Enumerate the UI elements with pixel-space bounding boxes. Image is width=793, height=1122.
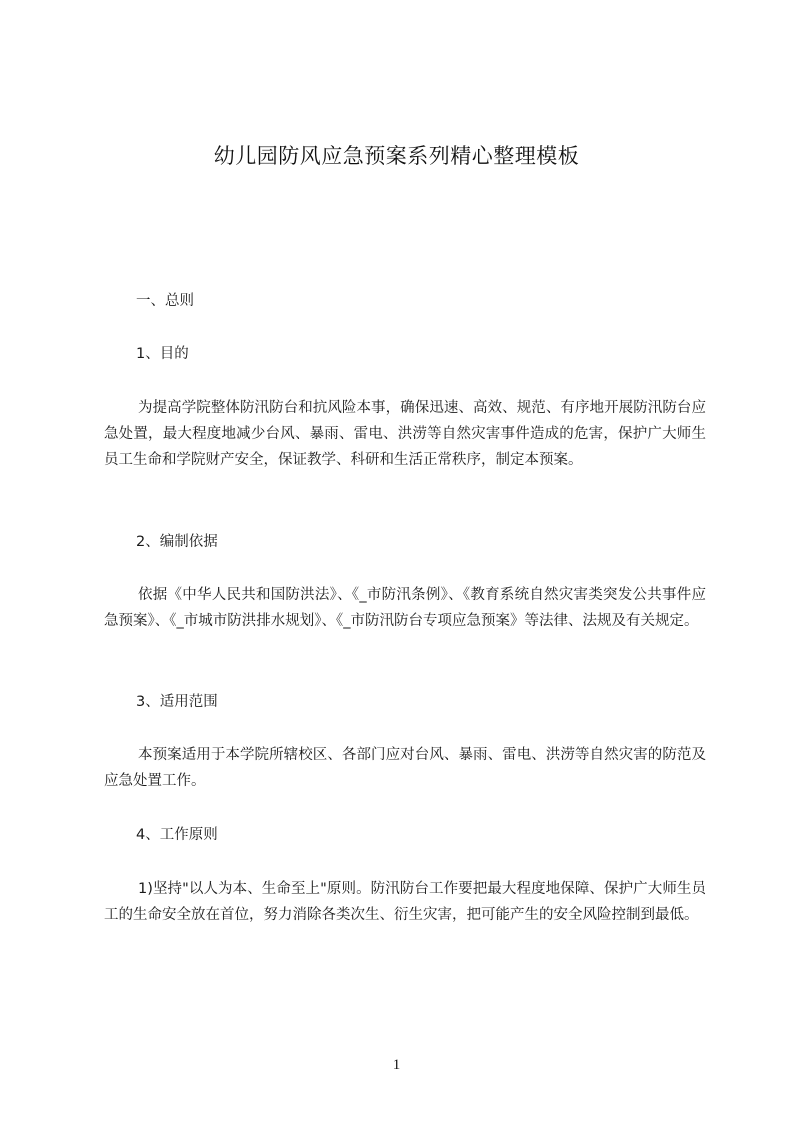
section-heading-purpose: 1、目的 [136,346,189,362]
section-heading-basis: 2、编制依据 [136,534,218,550]
paragraph-purpose: 为提高学院整体防汛防台和抗风险本事，确保迅速、高效、规范、有序地开展防汛防台应急处置，最大程度地减少台风、暴雨、雷电、洪涝等自然灾害事件造成的危害，保护广大师生员工生命和学院财产安全，保证教学、科研和生活正常秩序，制定本预案。 [104,400,706,468]
paragraph-principle-1: 1)坚持"以人为本、生命至上"原则。防汛防台工作要把最大程度地保障、保护广大师生员工的生命安全放在首位，努力消除各类次生、衍生灾害，把可能产生的安全风险控制到最低。 [104,881,706,923]
section-heading-principles: 4、工作原则 [136,827,218,843]
paragraph-scope: 本预案适用于本学院所辖校区、各部门应对台风、暴雨、雷电、洪涝等自然灾害的防范及应急处置工作。 [104,747,706,789]
section-heading-general: 一、总则 [136,293,194,309]
page-number: 1 [392,1057,401,1073]
document-title: 幼儿园防风应急预案系列精心整理模板 [213,144,580,168]
paragraph-basis: 依据《中华人民共和国防洪法》、《_市防汛条例》、《教育系统自然灾害类突发公共事件应急预案》、《_市城市防洪排水规划》、《_市防汛防台专项应急预案》等法律、法规及有关规定。 [104,587,706,629]
section-heading-scope: 3、适用范围 [136,694,218,710]
